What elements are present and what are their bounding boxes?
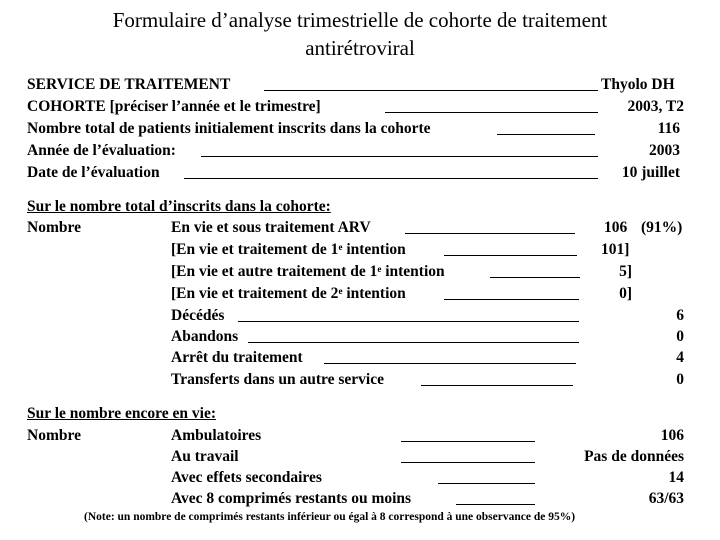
transfer-value: 0 — [676, 371, 684, 388]
ambulatory-fill-line — [401, 441, 535, 442]
transfer-fill-line — [421, 385, 573, 386]
side-effects-fill-line — [438, 483, 535, 484]
deaths-label: Décédés — [171, 307, 225, 324]
pills-remaining-value: 63/63 — [648, 490, 684, 507]
alt-first-line-value: 5] — [619, 263, 632, 280]
arv-percent: (91%) — [641, 219, 683, 236]
abandon-label: Abandons — [171, 328, 239, 345]
total-patients-label: Nombre total de patients initialement inscrits dans la cohorte — [27, 120, 431, 137]
first-line-fill-line — [444, 255, 577, 256]
treatment-stop-fill-line — [324, 363, 576, 364]
service-value: Thyolo DH — [601, 76, 675, 93]
arv-label: En vie et sous traitement ARV — [171, 219, 371, 236]
evaluation-date-label: Date de l’évaluation — [27, 164, 160, 181]
evaluation-year-value: 2003 — [649, 142, 680, 159]
adherence-note: (Note: un nombre de comprimés restants inférieur ou égal à 8 correspond à une observance de 95%) — [84, 511, 576, 523]
form-title-line-2: antirétroviral — [305, 36, 415, 60]
ambulatory-label: Ambulatoires — [171, 427, 262, 444]
section1-heading: Sur le nombre total d’inscrits dans la cohorte: — [27, 198, 331, 215]
cohort-label: COHORTE [préciser l’année et le trimestre] — [27, 98, 321, 115]
side-effects-label: Avec effets secondaires — [171, 469, 322, 486]
pills-remaining-label: Avec 8 comprimés restants ou moins — [171, 490, 412, 507]
evaluation-date-fill-line — [184, 178, 598, 179]
abandon-fill-line — [248, 342, 579, 343]
first-line-label: [En vie et traitement de 1e intention — [171, 241, 406, 258]
abandon-value: 0 — [676, 328, 684, 345]
second-line-fill-line — [444, 299, 579, 300]
side-effects-value: 14 — [668, 469, 684, 486]
arv-fill-line — [405, 233, 575, 234]
alt-first-line-fill-line — [490, 277, 580, 278]
evaluation-year-fill-line — [201, 156, 598, 157]
total-patients-value: 116 — [657, 120, 680, 137]
form-title-line-1: Formulaire d’analyse trimestrielle de cohorte de traitement — [112, 8, 608, 32]
treatment-stop-label: Arrêt du traitement — [171, 349, 303, 366]
alt-first-line-label: [En vie et autre traitement de 1e intention — [171, 263, 445, 280]
service-fill-line — [264, 90, 598, 91]
ambulatory-value: 106 — [660, 427, 684, 444]
pills-remaining-fill-line — [456, 504, 535, 505]
at-work-fill-line — [401, 462, 535, 463]
deaths-value: 6 — [676, 307, 684, 324]
deaths-fill-line — [238, 321, 579, 322]
evaluation-year-label: Année de l’évaluation: — [27, 142, 176, 159]
arv-value: 106 — [604, 219, 628, 236]
service-label: SERVICE DE TRAITEMENT — [27, 76, 231, 93]
treatment-stop-value: 4 — [676, 349, 684, 366]
cohort-value: 2003, T2 — [627, 98, 684, 115]
first-line-value: 101] — [601, 241, 630, 258]
at-work-value: Pas de données — [584, 448, 684, 465]
transfer-label: Transferts dans un autre service — [171, 371, 384, 388]
section2-heading: Sur le nombre encore en vie: — [27, 405, 216, 422]
evaluation-date-value: 10 juillet — [621, 164, 680, 181]
total-patients-fill-line — [497, 134, 595, 135]
section2-nombre-label: Nombre — [27, 427, 81, 444]
at-work-label: Au travail — [171, 448, 239, 465]
second-line-label: [En vie et traitement de 2e intention — [171, 285, 406, 302]
section1-nombre-label: Nombre — [27, 219, 81, 236]
second-line-value: 0] — [619, 285, 632, 302]
